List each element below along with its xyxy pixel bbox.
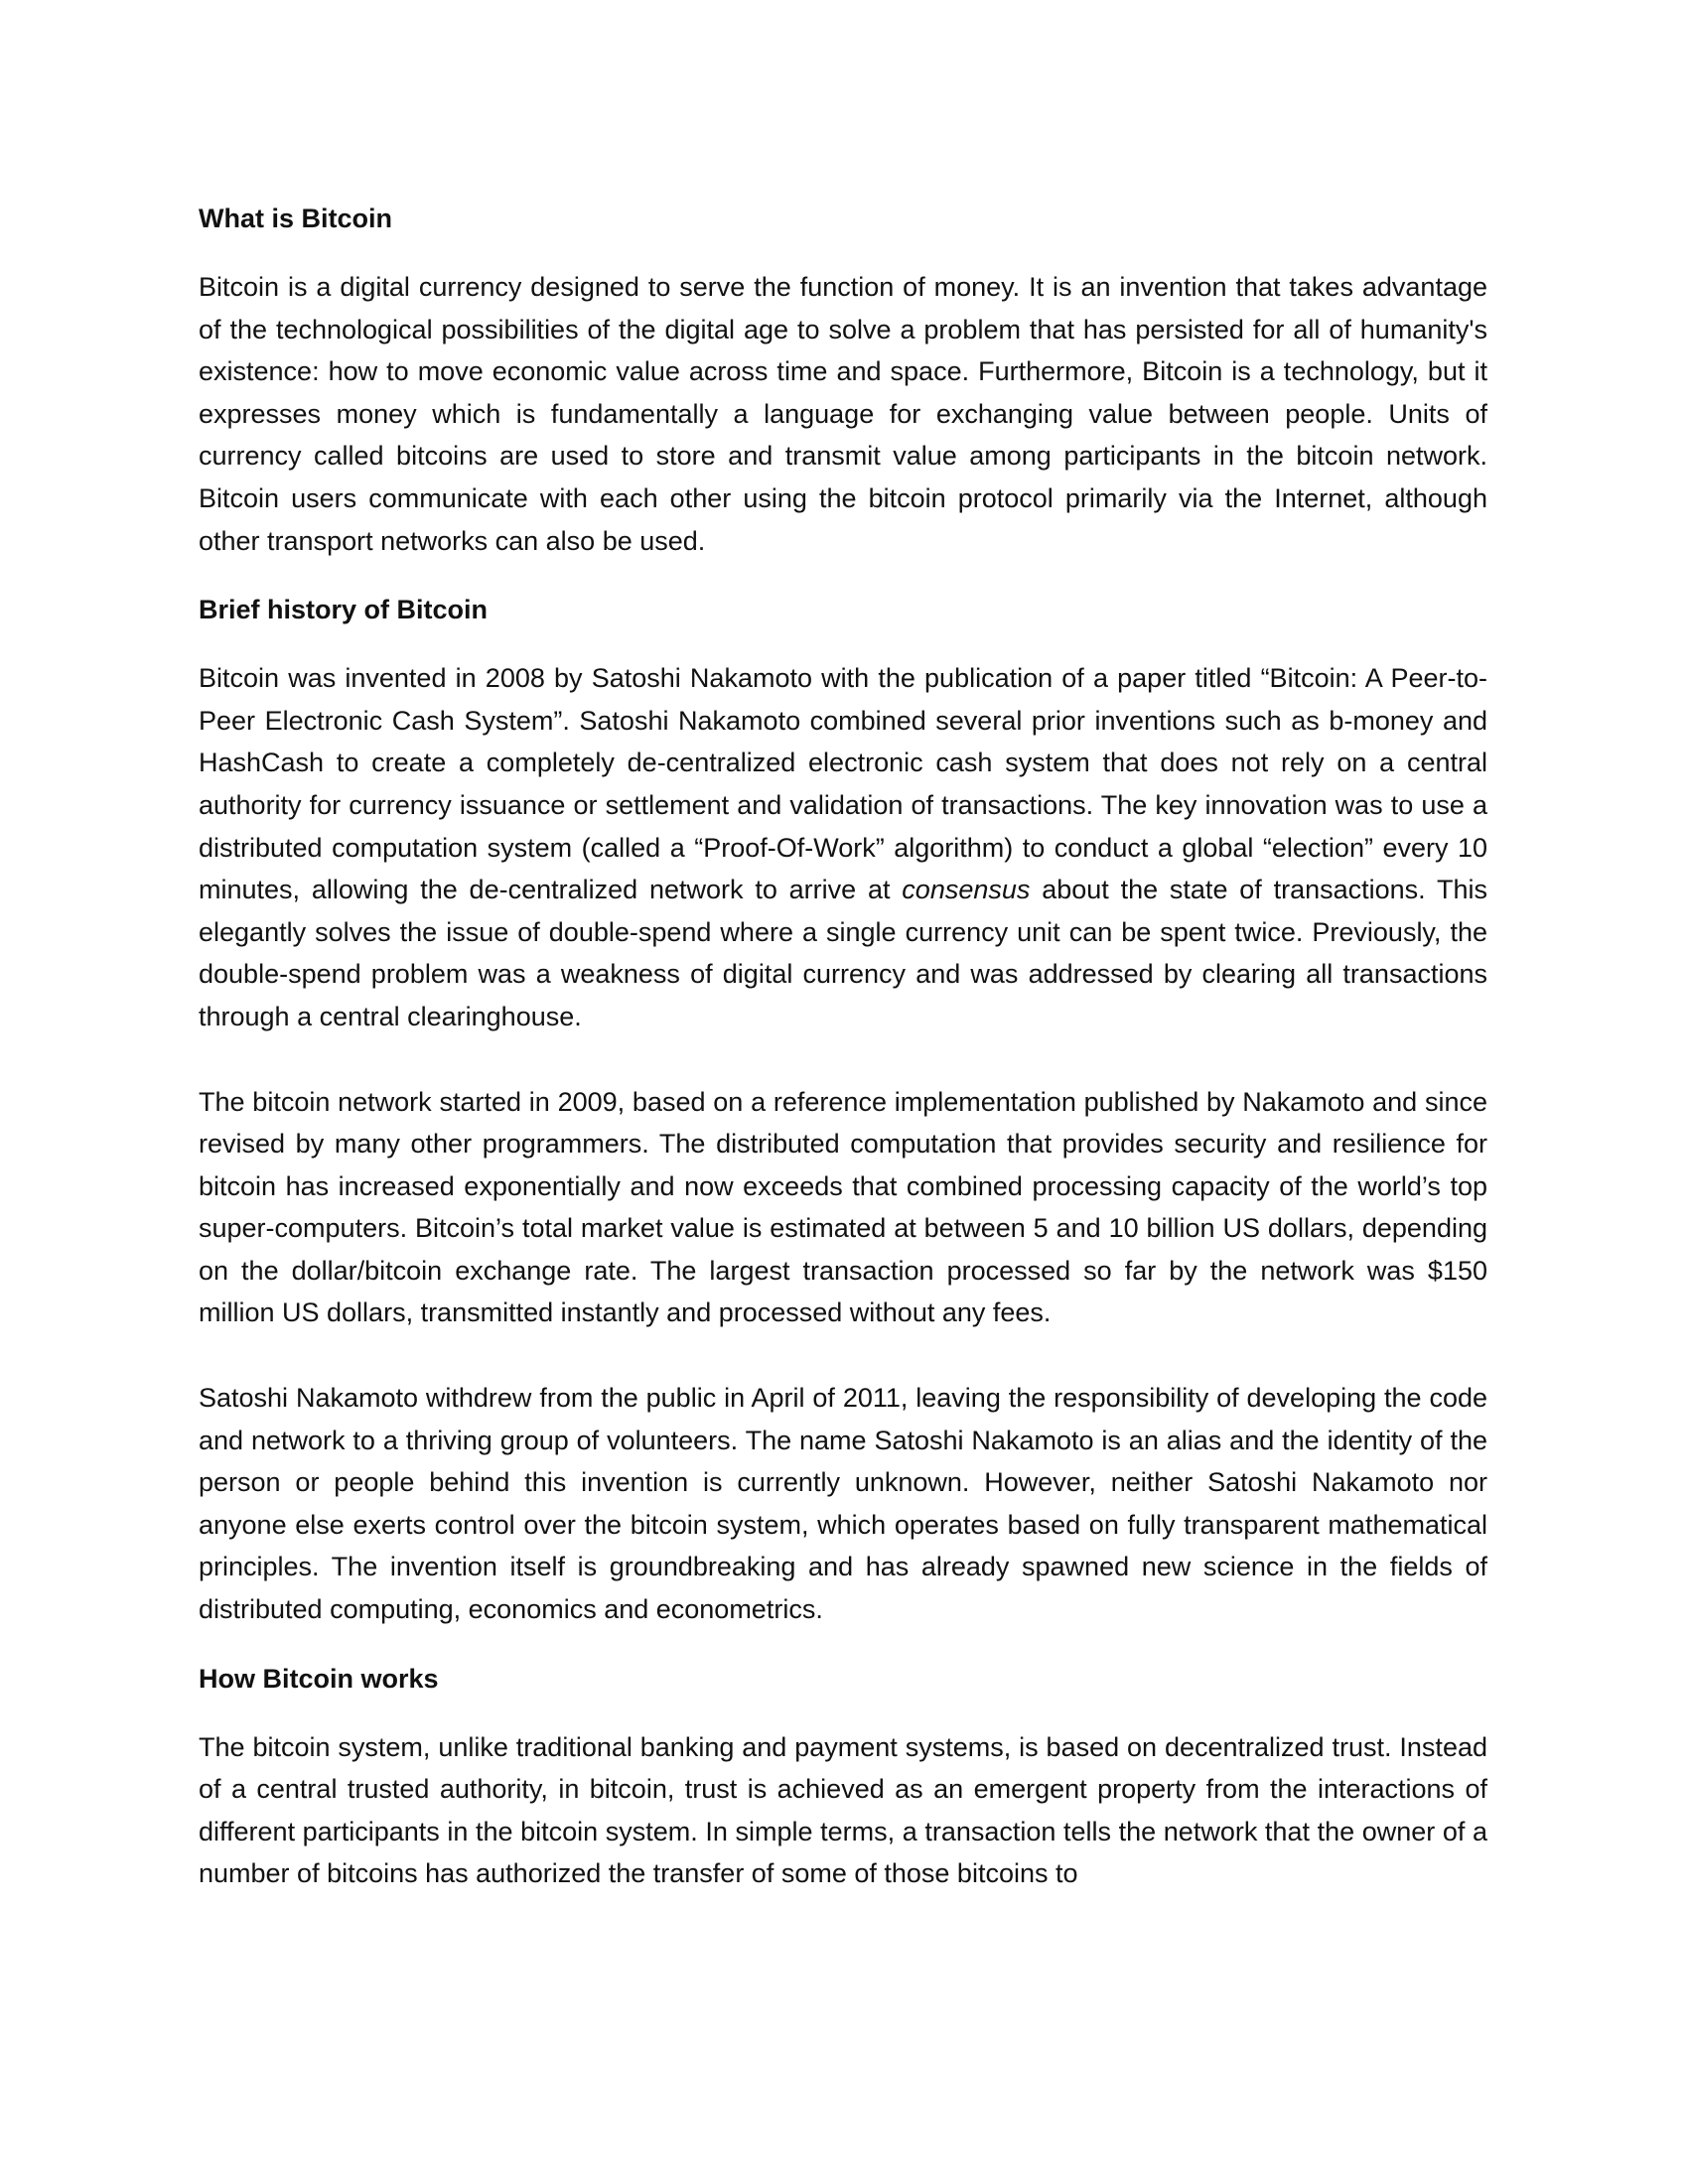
paragraph-how-bitcoin-works: The bitcoin system, unlike traditional banking and payment systems, is based on decentralized trust. Instead of a central trusted authority, in bitcoin, trust is achieved as an emergent property from the interactions of different participants in the bitcoin system. In simple terms, a transaction tells the network that the owner of a number of bitcoins has authorized the transfer of some of those bitcoins to xyxy=(199,1731,1487,1889)
paragraph-history-network: The bitcoin network started in 2009, based on a reference implementation published by Nakamoto and since revised by many other programmers. The distributed computation that provides security and resilience for bitcoin has increased exponentially and now exceeds that combined processing capacity of the world’s top super-computers. Bitcoin’s total market value is estimated at between 5 and 10 billion US dollars, depending on the dollar/bitcoin exchange rate. The largest transaction processed so far by the network was $150 million US dollars, transmitted instantly and processed without any fees. xyxy=(199,1086,1487,1328)
section-heading-brief-history: Brief history of Bitcoin xyxy=(199,595,489,625)
paragraph-what-is-bitcoin: Bitcoin is a digital currency designed to serve the function of money. It is an invention that takes advantage of the technological possibilities of the digital age to solve a problem that has persisted for all of humanity's existence: how to move economic value across time and space. Furthermore, Bitcoin is a technology, but it expresses money which is fundamentally a language for exchanging value between people. Units of currency called bitcoins are used to store and transmit value among participants in the bitcoin network. Bitcoin users communicate with each other using the bitcoin protocol primarily via the Internet, although other transport networks can also be used. xyxy=(199,272,1487,556)
paragraph-history-invention-text-1: Bitcoin was invented in 2008 by Satoshi Nakamoto with the publication of a paper titled “Bitcoin: A Peer-to-Peer Electronic Cash System”. Satoshi Nakamoto combined several prior inventions such as b-money and HashCash to create a completely de-centralized electronic cash system that does not rely on a central authority for currency issuance or settlement and validation of transactions. The key innovation was to use a distributed computation system (called a “Proof-Of-Work” algorithm) to conduct a global “election” every 10 minutes, allowing the de-centralized network to arrive at xyxy=(199,663,1487,905)
paragraph-history-invention xyxy=(199,657,1487,1037)
paragraph-history-invention-text-2: about the state of transactions. This elegantly solves the issue of double-spend where a single currency unit can be spent twice. Previously, the double-spend problem was a weakness of digital currency and was addressed by clearing all transactions through a central clearinghouse. xyxy=(199,875,1487,1031)
consensus-italic-word: consensus xyxy=(902,875,1031,905)
paragraph-history-nakamoto: Satoshi Nakamoto withdrew from the public in April of 2011, leaving the responsibility of developing the code and network to a thriving group of volunteers. The name Satoshi Nakamoto is an alias and the identity of the person or people behind this invention is currently unknown. However, neither Satoshi Nakamoto nor anyone else exerts control over the bitcoin system, which operates based on fully transparent mathematical principles. The invention itself is groundbreaking and has already spawned new science in the fields of distributed computing, economics and econometrics. xyxy=(199,1383,1487,1625)
document-page xyxy=(199,197,1487,1895)
section-heading-what-is-bitcoin: What is Bitcoin xyxy=(199,204,392,233)
section-heading-how-bitcoin-works: How Bitcoin works xyxy=(199,1663,439,1694)
